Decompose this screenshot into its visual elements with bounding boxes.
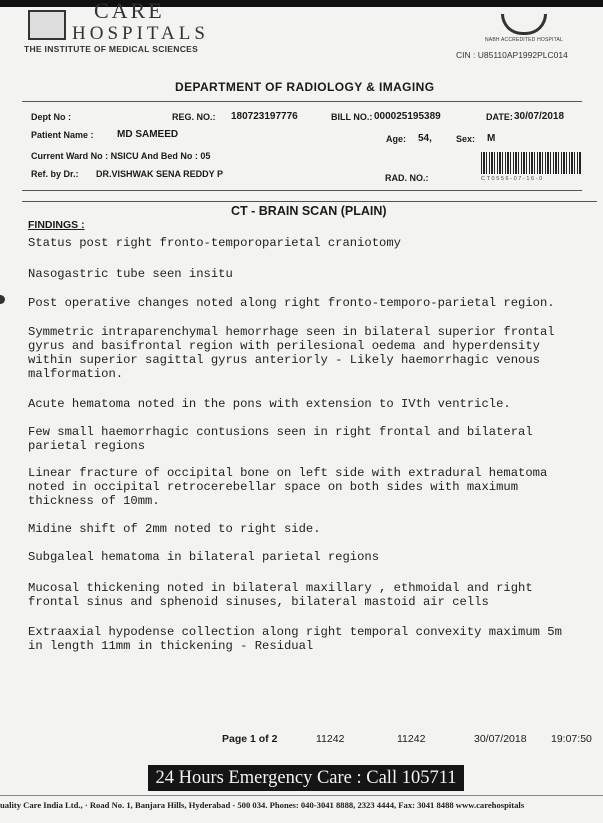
date-label: DATE: xyxy=(486,112,513,122)
reg-no-label: REG. NO.: xyxy=(172,112,216,122)
finding-paragraph: Symmetric intraparenchymal hemorrhage seen in bilateral superior frontal gyrus and basifrontal region with perilesional oedema and hyperdensity within superior sagittal gyrus anteriorly - Likely haemorrhagic venous malformation. xyxy=(28,325,555,381)
finding-paragraph: Status post right fronto-temporoparietal craniotomy xyxy=(28,236,401,250)
dept-no-label: Dept No : xyxy=(31,112,71,122)
nabh-label: NABH ACCREDITED HOSPITAL xyxy=(484,37,564,43)
hospital-logo xyxy=(22,0,222,56)
patient-name-label: Patient Name : xyxy=(31,130,94,140)
footer-date: 30/07/2018 xyxy=(474,733,527,745)
report-title: CT - BRAIN SCAN (PLAIN) xyxy=(231,204,387,218)
age-label: Age: xyxy=(386,134,406,144)
department-title: DEPARTMENT OF RADIOLOGY & IMAGING xyxy=(175,80,435,94)
finding-paragraph: Mucosal thickening noted in bilateral maxillary , ethmoidal and right frontal sinus and sphenoid sinuses, bilateral mastoid air cells xyxy=(28,581,533,609)
findings-label: FINDINGS : xyxy=(28,219,85,231)
barcode-number: CT0556-07-16-0 xyxy=(481,176,544,182)
brand-top: CARE xyxy=(94,0,165,23)
ward-label: Current Ward No : NSICU And Bed No : 05 xyxy=(31,151,211,161)
finding-paragraph: Post operative changes noted along right fronto-temporo-parietal region. xyxy=(28,296,555,310)
finding-paragraph: Linear fracture of occipital bone on left side with extradural hematoma noted in occipital retrocerebellar space on both sides with maximum thickness of 10mm. xyxy=(28,466,548,508)
punch-hole xyxy=(0,295,5,304)
brand-tagline: THE INSTITUTE OF MEDICAL SCIENCES xyxy=(24,44,199,54)
nabh-badge xyxy=(474,14,574,43)
finding-paragraph: Few small haemorrhagic contusions seen in right frontal and bilateral parietal regions xyxy=(28,425,533,453)
finding-paragraph: Nasogastric tube seen insitu xyxy=(28,267,233,281)
sex-label: Sex: xyxy=(456,134,476,144)
nabh-icon xyxy=(501,14,547,35)
page-indicator: Page 1 of 2 xyxy=(222,733,278,745)
divider-info xyxy=(22,190,582,191)
logo-icon xyxy=(28,10,66,40)
barcode-image xyxy=(481,152,581,174)
sex-value: M xyxy=(487,133,496,144)
bill-no-value: 000025195389 xyxy=(374,111,441,122)
bill-no-label: BILL NO.: xyxy=(331,112,373,122)
rad-no-label: RAD. NO.: xyxy=(385,173,429,183)
finding-paragraph: Midine shift of 2mm noted to right side. xyxy=(28,522,321,536)
finding-paragraph: Acute hematoma noted in the pons with extension to IVth ventricle. xyxy=(28,397,511,411)
patient-name-value: MD SAMEED xyxy=(117,129,179,140)
date-value: 30/07/2018 xyxy=(514,111,565,122)
divider-footer xyxy=(0,795,603,796)
footer-address: uality Care India Ltd., · Road No. 1, Banjara Hills, Hyderabad - 500 034. Phones: 040-3041 8888, 2323 4444, Fax: 3041 8488 www.carehospitals xyxy=(0,800,525,810)
reg-no-value: 180723197776 xyxy=(231,111,298,122)
ref-doctor-label: Ref. by Dr.: xyxy=(31,169,79,179)
age-value: 54, xyxy=(418,133,432,144)
brand-name: HOSPITALS xyxy=(72,23,209,44)
emergency-banner: 24 Hours Emergency Care : Call 105711 xyxy=(148,765,464,791)
divider-top xyxy=(22,101,582,102)
finding-paragraph: Extraaxial hypodense collection along right temporal convexity maximum 5m in length 11mm in thickening - Residual xyxy=(28,625,562,653)
divider-report xyxy=(22,201,597,202)
ref-doctor-value: DR.VISHWAK SENA REDDY P xyxy=(96,169,224,179)
footer-code-1: 11242 xyxy=(316,733,345,745)
footer-time: 19:07:50 xyxy=(551,733,592,745)
footer-code-2: 11242 xyxy=(397,733,426,745)
cin-number: CIN : U85110AP1992PLC014 xyxy=(456,50,568,60)
finding-paragraph: Subgaleal hematoma in bilateral parietal regions xyxy=(28,550,380,564)
